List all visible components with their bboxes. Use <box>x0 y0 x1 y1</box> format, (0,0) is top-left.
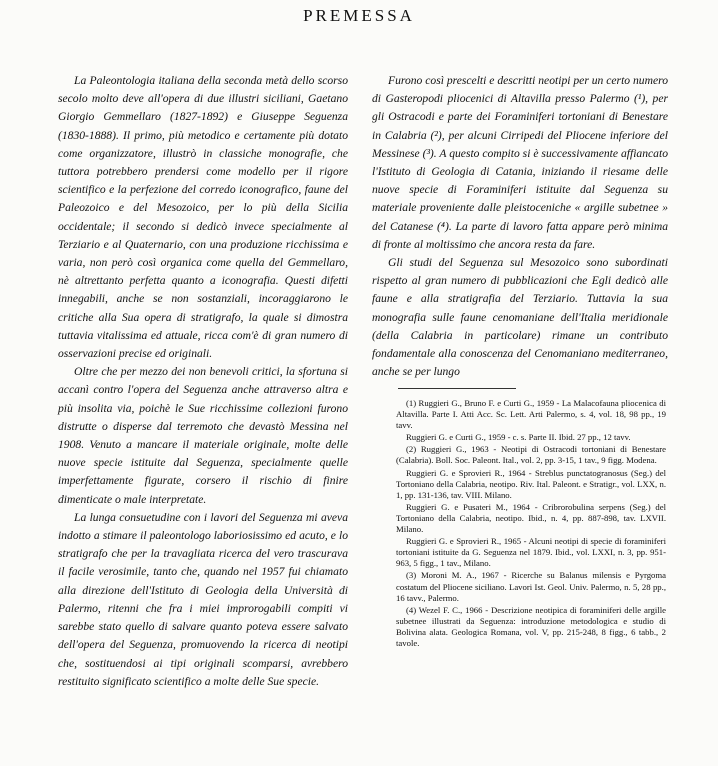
footnote: Ruggieri G. e Pusateri M., 1964 - Cribrorobulina serpens (Seg.) del Tortoniano della Calabria, neotipo. Ibid., n. 4, pp. 887-898, tav. LXVII. Milano. <box>396 501 666 535</box>
footnote: (1) Ruggieri G., Bruno F. e Curti G., 1959 - La Malacofauna pliocenica di Altavilla. Parte I. Atti Acc. Sc. Lett. Arti Palermo, s. 4, vol. 18, 98 pp., 19 tavv. <box>396 398 666 431</box>
footnote: Ruggieri G. e Sprovieri R., 1965 - Alcuni neotipi di specie di foraminiferi tortoniani istituite da G. Seguenza nel 1879. Ibid., vol. LXXI, n. 3, pp. 951-963, 5 figg., 1 tav., Milano. <box>396 536 666 569</box>
footnote: Ruggieri G. e Sprovieri R., 1964 - Streblus punctatogranosus (Seg.) del Tortoniano della Calabria, neotipo. Riv. Ital. Paleont. e Stratigr., vol. LXX, n. 1, pp. 131-136, tav. VIII. Milano. <box>396 467 666 500</box>
paragraph: Oltre che per mezzo dei non benevoli critici, la sfortuna si accanì contro l'opera del Seguenza anche attraverso altra e più insolita via, poichè le Sue ricchissime collezioni furono distrutte o disperse dal terremoto che devastò Messina nel 1908. Venuto a mancare il materiale originale, molte delle nuove specie istituite dal Seguenza, specialmente quelle imperfettamente figurate, corsero il rischio di finire dimenticate o male interpretate. <box>58 365 348 506</box>
right-text-column <box>372 72 668 381</box>
footnote: (2) Ruggieri G., 1963 - Neotipi di Ostracodi tortoniani di Benestare (Calabria). Boll. Soc. Paleont. Ital., vol. 2, pp. 3-15, 1 tav., 9 figg. Modena. <box>396 444 666 466</box>
footnote-divider <box>398 388 516 389</box>
paragraph: Furono così prescelti e descritti neotipi per un certo numero di Gasteropodi pliocenici di Altavilla presso Palermo (¹), per gli Ostracodi e parte dei Foraminiferi tortoniani di Benestare in Calabria (²), per alcuni Cirripedi del Pliocene inferiore del Messinese (³). A questo compito si è successivamente affiancato l'Istituto di Geologia di Catania, iniziando il riesame delle nuove specie di Foraminiferi istituite dal Seguenza su materiale proveniente dalle pleistoceniche « argille subetnee » del Catanese (⁴). La parte di lavoro fatta appare però minima di fronte al moltissimo che ancora resta da fare. <box>372 74 668 251</box>
paragraph: La lunga consuetudine con i lavori del Seguenza mi aveva indotto a stimare il paleontologo laboriosissimo ed acuto, e lo stratigrafo che per la travagliata ricerca del vero trascurava il facile verosimile, tanto che, quando nel 1957 fui chiamato alla direzione dell'Istituto di Geologia della Università di Palermo, ritenni che fra i miei improrogabili compiti vi sarebbe stato quello di salvare quanto poteva essere salvato dell'opera del Seguenza, promuovendo la ricerca di neotipi che, sostituendosi ai tipi originali scomparsi, avrebbero restituito significato scientifico a molte delle Sue specie. <box>58 510 348 688</box>
page-title: PREMESSA <box>303 6 415 25</box>
footnote: Ruggieri G. e Curti G., 1959 - c. s. Parte II. Ibid. 27 pp., 12 tavv. <box>406 432 631 443</box>
paragraph: La Paleontologia italiana della seconda metà dello scorso secolo molto deve all'opera di due illustri siciliani, Gaetano Giorgio Gemmellaro (1827-1892) e Giuseppe Seguenza (1830-1888). Il primo, più metodico e certamente più dotato come organizzatore, illustrò in classiche monografie, che tuttora potrebbero prendersi come modello per il rigore scientifico e la perfezione del corredo iconografico, faune del Paleozoico e del Mesozoico, per lo più della Sicilia occidentale; il secondo si dedicò invece specialmente al Terziario e al Quaternario, con una produzione ricchissima e varia, non però così organica come quella del Gemmellaro, nè altrettanto perfetta quanto a iconografia. Questi difetti innegabili, anche se non sostanziali, incoraggiarono le critiche alla Sua opera di stratigrafo, la quale si dimostra tuttavia vitalissima ed attuale, ricca com'è di gran numero di osservazioni precise ed originali. <box>58 74 348 361</box>
footnotes-block <box>396 398 666 650</box>
footnote: (4) Wezel F. C., 1966 - Descrizione neotipica di foraminiferi delle argille subetnee illustrati da Seguenza: introduzione metodologica e studio di Bolivina alata. Geologica Romana, vol. V, pp. 215-248, 8 figg., 6 tabb., 2 tavole. <box>396 604 666 648</box>
paragraph: Gli studi del Seguenza sul Mesozoico sono subordinati rispetto al gran numero di pubblicazioni che Egli dedicò alle faune e alla stratigrafia del Terziario. Tuttavia la sua monografia sulle faune cenomaniane dell'Italia meridionale (della Calabria in particolare) rimane un contributo fondamentale alla conoscenza del Cenomaniano mediterraneo, anche se per lungo <box>372 256 668 379</box>
left-text-column <box>58 72 348 691</box>
footnote: (3) Moroni M. A., 1967 - Ricerche su Balanus milensis e Pyrgoma costatum del Pliocene siciliano. Lavori Ist. Geol. Univ. Palermo, n. 5, 28 pp., 16 tavv., Palermo. <box>396 570 666 603</box>
